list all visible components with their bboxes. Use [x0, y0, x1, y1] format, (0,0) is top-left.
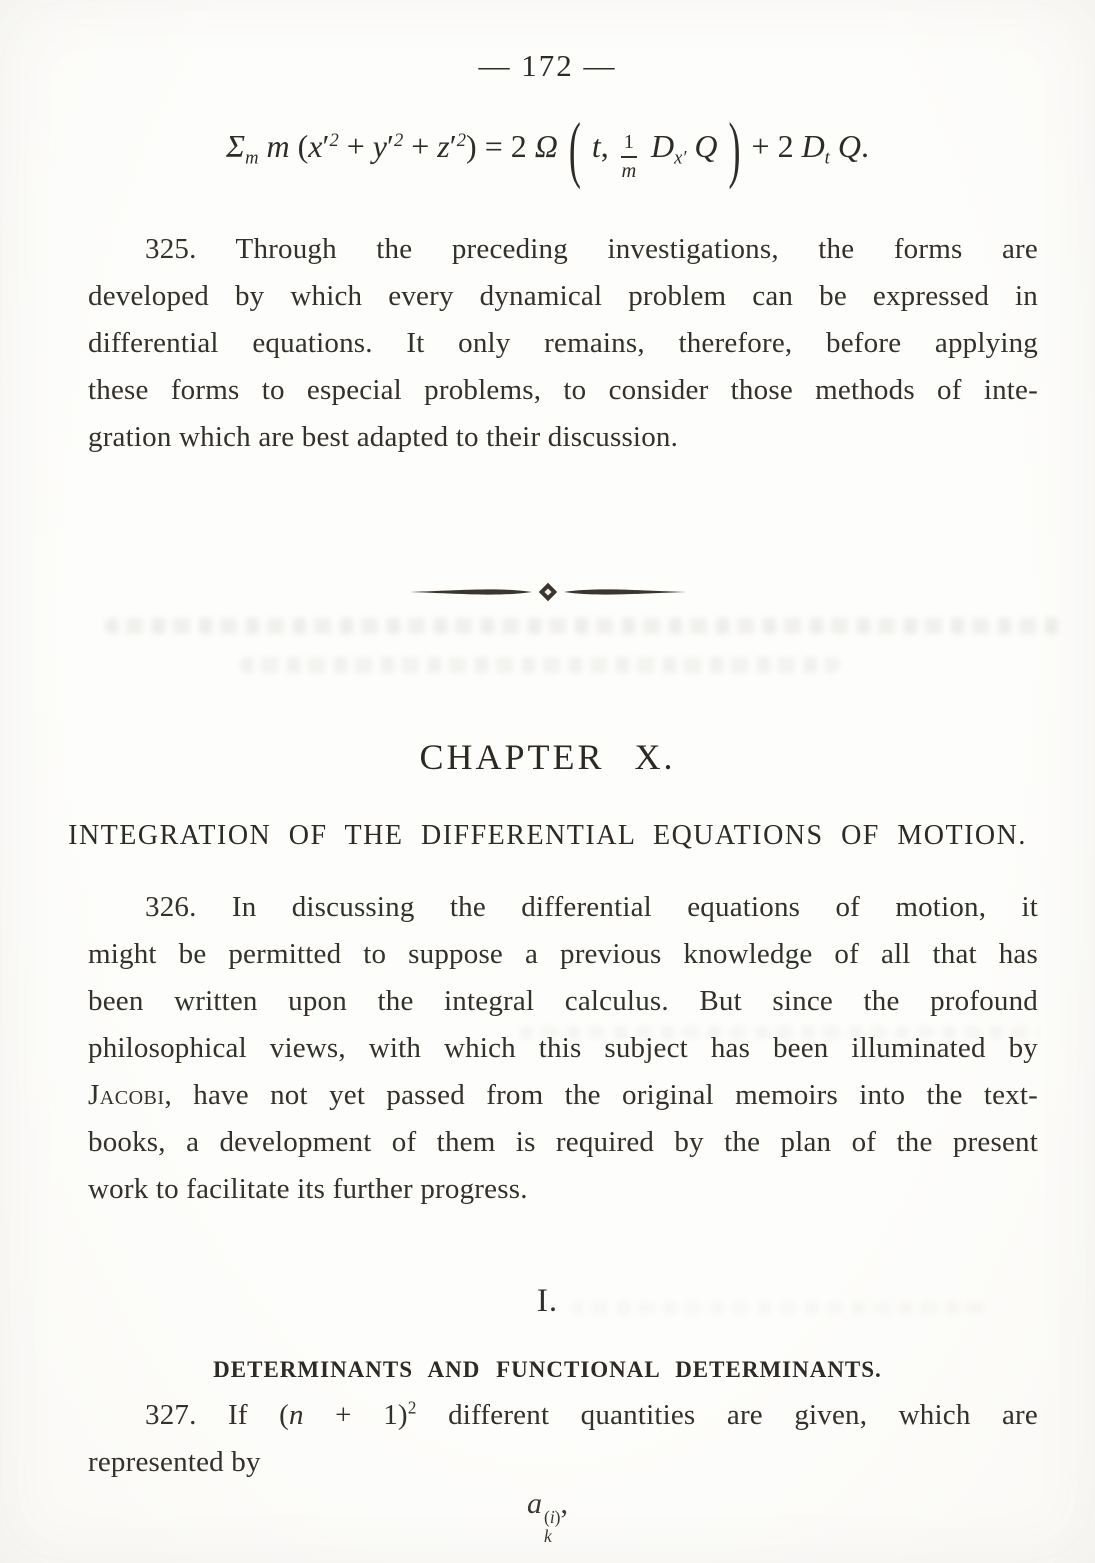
page-number: — 172 —: [478, 48, 617, 83]
display-equation: $\Sigma_m$ m $(x'^2 + y'^2 + z'^2) = 2$ Ω ( t, $\frac{1}{m}$ $D_{x'}$ Q ) + 2 $D_t$ Q.: [226, 107, 869, 190]
inline-math-a: [0, 1487, 1095, 1546]
math-superscript: (i): [544, 1506, 561, 1527]
math-comma: ,: [560, 1487, 568, 1520]
equation-arg-t: t,: [591, 128, 609, 164]
math-subscript: k: [544, 1525, 552, 1546]
divider-ornament: [0, 582, 1095, 607]
chapter-heading: CHAPTER X.: [419, 737, 676, 777]
text-line: differential equations. It only remains, therefore, before applying: [88, 327, 1038, 359]
text-line: these forms to especial problems, to consider those methods of inte-: [88, 374, 1038, 406]
paragraph-327: [88, 1392, 1038, 1486]
text-line: might be permitted to suppose a previous knowledge of all that has: [88, 938, 1038, 970]
chapter-subtitle: INTEGRATION OF THE DIFFERENTIAL EQUATIONS OF MOTION.: [68, 820, 1027, 851]
equation-arg-rest: $D_{x'}$ Q: [651, 128, 718, 169]
bleedthrough-smudge: [240, 657, 840, 673]
text-line: represented by: [88, 1446, 261, 1478]
section-title: DETERMINANTS AND FUNCTIONAL DETERMINANTS.: [213, 1357, 882, 1382]
text-line: Jacobi, have not yet passed from the original memoirs into the text-: [88, 1079, 1038, 1111]
math-base: a: [527, 1487, 543, 1520]
text-line: 325. Through the preceding investigations, the forms are: [145, 233, 1038, 265]
section-number: I.: [536, 1283, 559, 1319]
equation-tail: + 2 $D_t$ Q.: [751, 128, 869, 169]
text-line: gration which are best adapted to their discussion.: [88, 421, 679, 453]
fraction-numerator: 1: [621, 132, 637, 157]
bleedthrough-smudge: [105, 618, 1065, 634]
equation-lhs: $\Sigma_m$ m $(x'^2 + y'^2 + z'^2) = 2$ Ω: [226, 128, 558, 169]
text-line: developed by which every dynamical problem can be expressed in: [88, 280, 1038, 312]
text-line: work to facilitate its further progress.: [88, 1173, 528, 1205]
text-line: books, a development of them is required by the plan of the present: [88, 1126, 1038, 1158]
math-subsup-stack: [544, 1508, 560, 1546]
text-line: 327. If $(n + 1)^2$ different quantities are given, which are: [145, 1397, 1038, 1431]
divider-rule-icon: [408, 582, 688, 602]
fraction-denominator: m: [621, 159, 637, 182]
fraction-one-over-m: [621, 132, 637, 181]
text-line: philosophical views, with which this subject has been illuminated by: [88, 1032, 1038, 1064]
paragraph-325: [88, 226, 1038, 461]
text-line: 326. In discussing the differential equations of motion, it: [145, 891, 1038, 923]
text-line: been written upon the integral calculus. But since the profound: [88, 985, 1038, 1017]
paragraph-326: [88, 884, 1038, 1213]
